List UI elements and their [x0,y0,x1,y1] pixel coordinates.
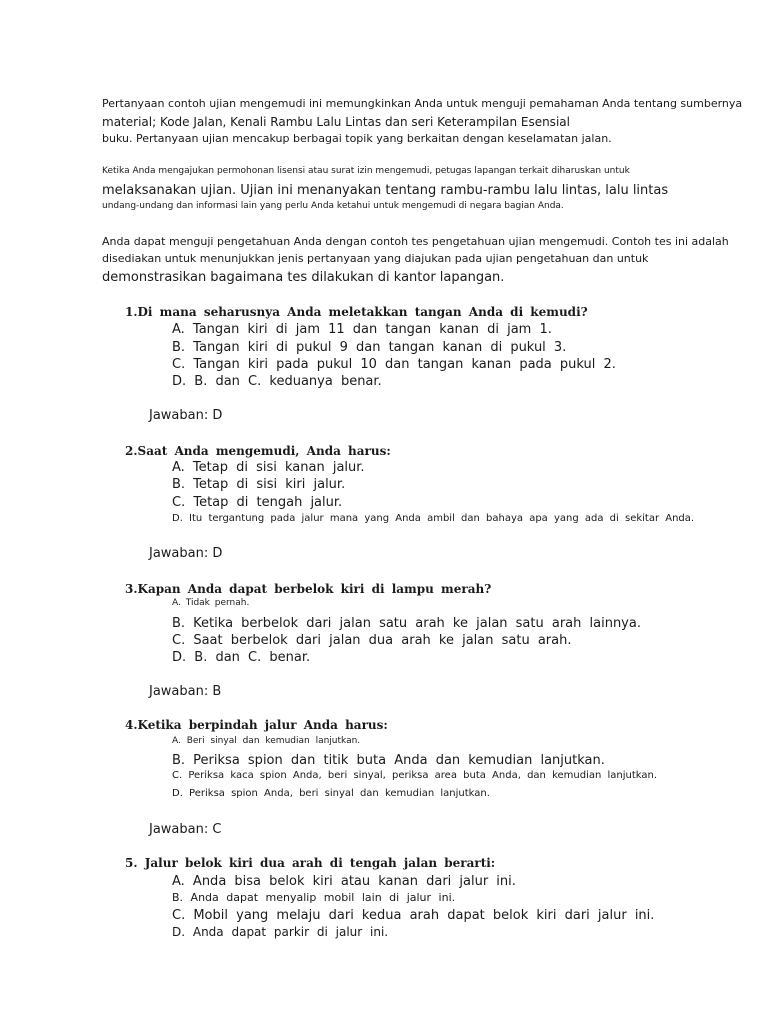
question-4-option-b: B. Periksa spion dan titik buta Anda dan kemudian lanjutkan. [172,753,605,768]
intro-p2-line3: undang-undang dan informasi lain yang perlu Anda ketahui untuk mengemudi di negara bagian Anda. [102,201,564,211]
question-2-option-d: D. Itu tergantung pada jalur mana yang Anda ambil dan bahaya apa yang ada di sekitar Anda. [172,513,695,524]
intro-p1-line2: material; Kode Jalan, Kenali Rambu Lalu Lintas dan seri Keterampilan Esensial [102,115,570,129]
question-5-text: 5. Jalur belok kiri dua arah di tengah jalan berarti: [125,856,496,870]
intro-p1-line3: buku. Pertanyaan ujian mencakup berbagai topik yang berkaitan dengan keselamatan jalan. [102,132,612,145]
question-2-text: 2.Saat Anda mengemudi, Anda harus: [125,444,391,458]
question-1-option-c: C. Tangan kiri pada pukul 10 dan tangan kanan pada pukul 2. [172,357,616,372]
intro-p2-line2: melaksanakan ujian. Ujian ini menanyakan tentang rambu-rambu lalu lintas, lalu lintas [102,183,669,198]
question-5-option-a: A. Anda bisa belok kiri atau kanan dari jalur ini. [172,874,516,889]
question-4-answer: Jawaban: C [149,822,222,837]
question-1-answer: Jawaban: D [149,408,223,423]
intro-p3-line2: disediakan untuk menunjukkan jenis pertanyaan yang diajukan pada ujian pengetahuan dan untuk [102,252,649,265]
intro-p2-line1: Ketika Anda mengajukan permohonan lisensi atau surat izin mengemudi, petugas lapangan terkait diharuskan untuk [102,166,630,176]
question-1-option-d: D. B. dan C. keduanya benar. [172,374,382,389]
question-5-option-c: C. Mobil yang melaju dari kedua arah dapat belok kiri dari jalur ini. [172,908,655,923]
intro-p3-line1: Anda dapat menguji pengetahuan Anda dengan contoh tes pengetahuan ujian mengemudi. Contoh tes ini adalah [102,235,729,248]
question-2-option-a: A. Tetap di sisi kanan jalur. [172,460,365,475]
question-4-option-c: C. Periksa kaca spion Anda, beri sinyal, periksa area buta Anda, dan kemudian lanjutkan. [172,770,658,781]
question-1-text: 1.Di mana seharusnya Anda meletakkan tangan Anda di kemudi? [125,305,588,319]
question-4-option-a: A. Beri sinyal dan kemudian lanjutkan. [172,736,361,746]
question-2-option-b: B. Tetap di sisi kiri jalur. [172,477,346,492]
question-3-answer: Jawaban: B [149,684,222,699]
question-5-option-b: B. Anda dapat menyalip mobil lain di jalur ini. [172,891,456,904]
question-3-option-b: B. Ketika berbelok dari jalan satu arah ke jalan satu arah lainnya. [172,616,641,631]
question-3-option-a: A. Tidak pernah. [172,598,250,608]
question-3-text: 3.Kapan Anda dapat berbelok kiri di lampu merah? [125,582,492,596]
question-4-text: 4.Ketika berpindah jalur Anda harus: [125,718,388,732]
question-1-option-b: B. Tangan kiri di pukul 9 dan tangan kanan di pukul 3. [172,340,567,355]
question-3-option-c: C. Saat berbelok dari jalan dua arah ke jalan satu arah. [172,633,572,648]
question-2-option-c: C. Tetap di tengah jalur. [172,495,343,510]
question-5-option-d: D. Anda dapat parkir di jalur ini. [172,925,389,939]
intro-p1-line1: Pertanyaan contoh ujian mengemudi ini memungkinkan Anda untuk menguji pemahaman Anda tentang sumbernya [102,97,743,110]
question-2-answer: Jawaban: D [149,546,223,561]
question-4-option-d: D. Periksa spion Anda, beri sinyal dan kemudian lanjutkan. [172,788,490,799]
question-1-option-a: A. Tangan kiri di jam 11 dan tangan kanan di jam 1. [172,322,552,337]
question-3-option-d: D. B. dan C. benar. [172,650,311,665]
intro-p3-line3: demonstrasikan bagaimana tes dilakukan di kantor lapangan. [102,270,505,285]
